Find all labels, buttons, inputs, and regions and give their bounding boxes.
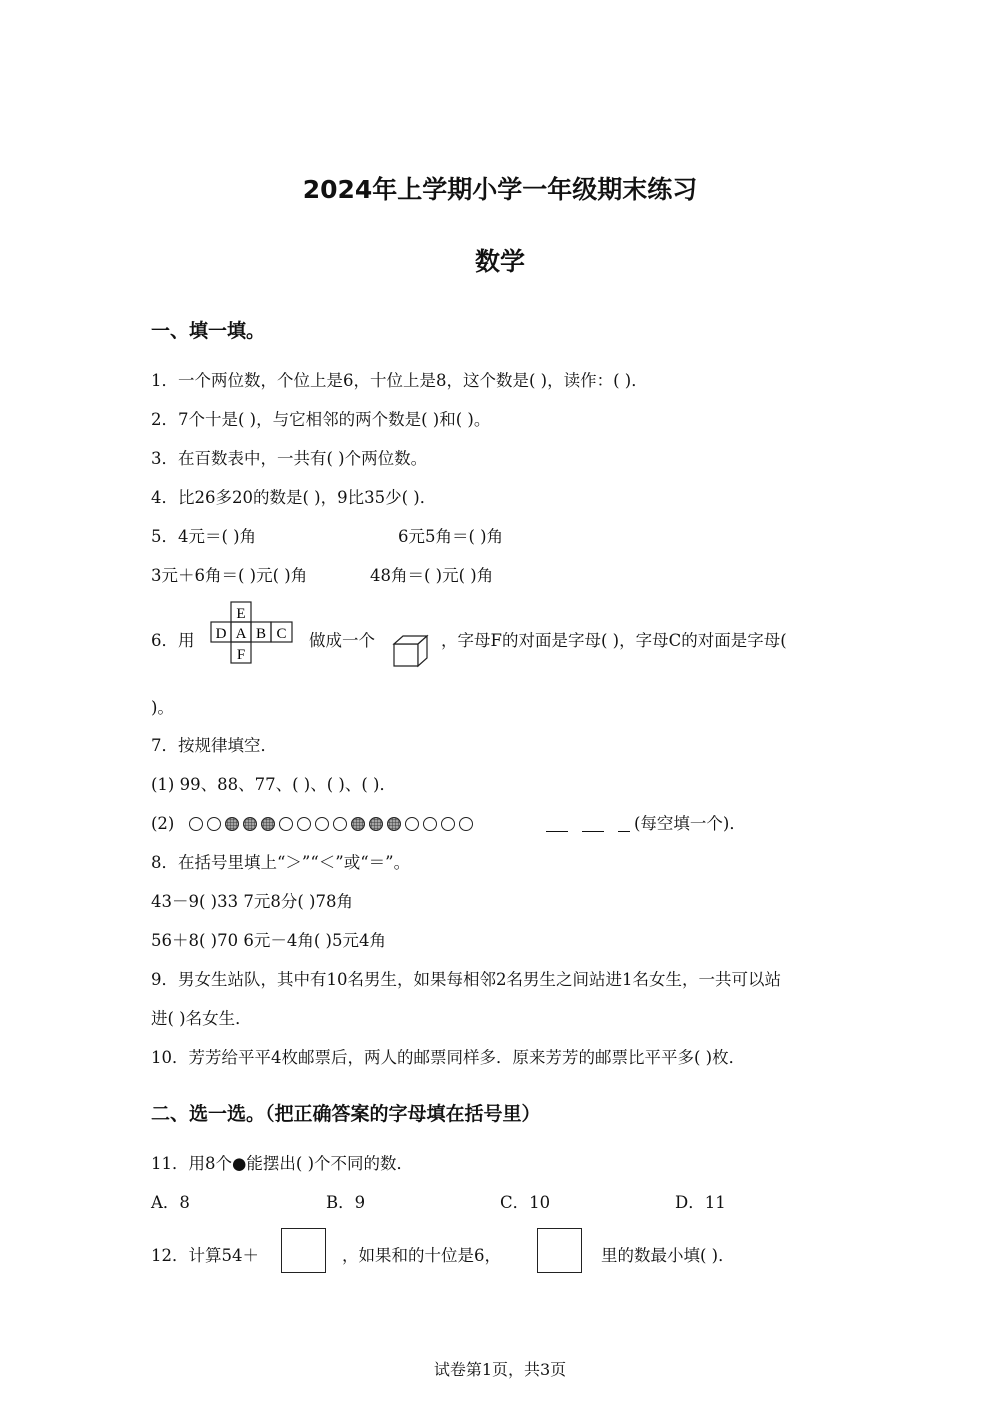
question-8-b: 56＋8( )70 6元－4角( )5元4角 [151, 931, 386, 950]
question-8-a: 43－9( )33 7元8分( )78角 [151, 892, 353, 911]
question-5d: 48角＝( )元( )角 [370, 566, 494, 585]
question-3: 3．在百数表中，一共有( )个两位数。 [151, 449, 428, 468]
pattern-blanks [546, 815, 630, 835]
cube-net-figure [209, 601, 295, 665]
question-1: 1．一个两位数，个位上是6，十位上是8，这个数是( )，读作：( )． [151, 371, 648, 390]
cube-net-face-4: C [276, 626, 287, 642]
question-6-end: )。 [151, 698, 174, 717]
question-5b: 6元5角＝( )角 [398, 527, 504, 546]
question-4: 4．比26多20的数是( )，9比35少( )． [151, 488, 437, 507]
empty-circle-icon [423, 817, 437, 831]
question-5c: 3元＋6角＝( )元( )角 [151, 566, 308, 585]
empty-circle-icon [315, 817, 329, 831]
shaded-circle-icon [351, 817, 365, 831]
section-2-heading: 二、选一选。（把正确答案的字母填在括号里） [151, 1103, 541, 1125]
pattern-blank-1[interactable] [546, 817, 568, 832]
question-12-mid: ，如果和的十位是6， [342, 1246, 501, 1265]
question-7-2-label: (2) [151, 814, 175, 833]
option-a[interactable]: A．8 [151, 1193, 190, 1212]
empty-circle-icon [189, 817, 203, 831]
question-6-prefix: 6．用 [151, 631, 195, 650]
question-11: 11．用8个●能摆出( )个不同的数． [151, 1154, 414, 1173]
question-8: 8．在括号里填上“＞”“＜”或“＝”。 [151, 853, 411, 872]
empty-circle-icon [441, 817, 455, 831]
pattern-blank-2[interactable] [582, 817, 604, 832]
question-7-2-suffix: (每空填一个)． [634, 814, 746, 833]
cube-net-face-top: E [236, 606, 246, 622]
cube-net-face-3: B [255, 626, 267, 642]
question-10: 10．芳芳给平平4枚邮票后，两人的邮票同样多．原来芳芳的邮票比平平多( )枚． [151, 1048, 746, 1067]
subject-title: 数学 [474, 247, 525, 276]
cube-net-face-2: A [235, 626, 247, 642]
page-footer: 试卷第1页，共3页 [433, 1360, 567, 1379]
question-7: 7．按规律填空． [151, 736, 277, 755]
shaded-circle-icon [225, 817, 239, 831]
question-9-line-1: 9．男女生站队，其中有10名男生，如果每相邻2名男生之间站进1名女生，一共可以站 [151, 970, 781, 989]
option-d[interactable]: D．11 [675, 1193, 726, 1212]
question-5a: 5．4元＝( )角 [151, 527, 257, 546]
empty-circle-icon [279, 817, 293, 831]
question-7-1: (1) 99、88、77、( )、( )、( )． [151, 775, 396, 794]
page-title: 2024年上学期小学一年级期末练习 [302, 175, 698, 204]
answer-box-1 [281, 1228, 326, 1273]
empty-circle-icon [297, 817, 311, 831]
question-12-prefix: 12．计算54＋ [151, 1246, 259, 1265]
question-2: 2．7个十是( )，与它相邻的两个数是( )和( )。 [151, 410, 491, 429]
shaded-circle-icon [243, 817, 257, 831]
question-9-line-2: 进( )名女生． [151, 1009, 252, 1028]
question-6-suffix: ，字母F的对面是字母( )，字母C的对面是字母( [441, 631, 787, 650]
pattern-blank-3[interactable] [618, 817, 630, 832]
shaded-circle-icon [369, 817, 383, 831]
cube-net-face-bottom: F [236, 647, 246, 663]
cube-icon [392, 634, 430, 668]
empty-circle-icon [333, 817, 347, 831]
option-b[interactable]: B．9 [326, 1193, 366, 1212]
cube-net-face-1: D [215, 626, 227, 642]
answer-box-2 [537, 1228, 582, 1273]
shaded-circle-icon [261, 817, 275, 831]
empty-circle-icon [459, 817, 473, 831]
section-1-heading: 一、填一填。 [151, 320, 266, 342]
option-c[interactable]: C．10 [500, 1193, 551, 1212]
circle-pattern [189, 815, 477, 835]
question-6-mid: 做成一个 [309, 631, 375, 650]
question-12-suffix: 里的数最小填( )． [601, 1246, 735, 1265]
shaded-circle-icon [387, 817, 401, 831]
empty-circle-icon [405, 817, 419, 831]
empty-circle-icon [207, 817, 221, 831]
